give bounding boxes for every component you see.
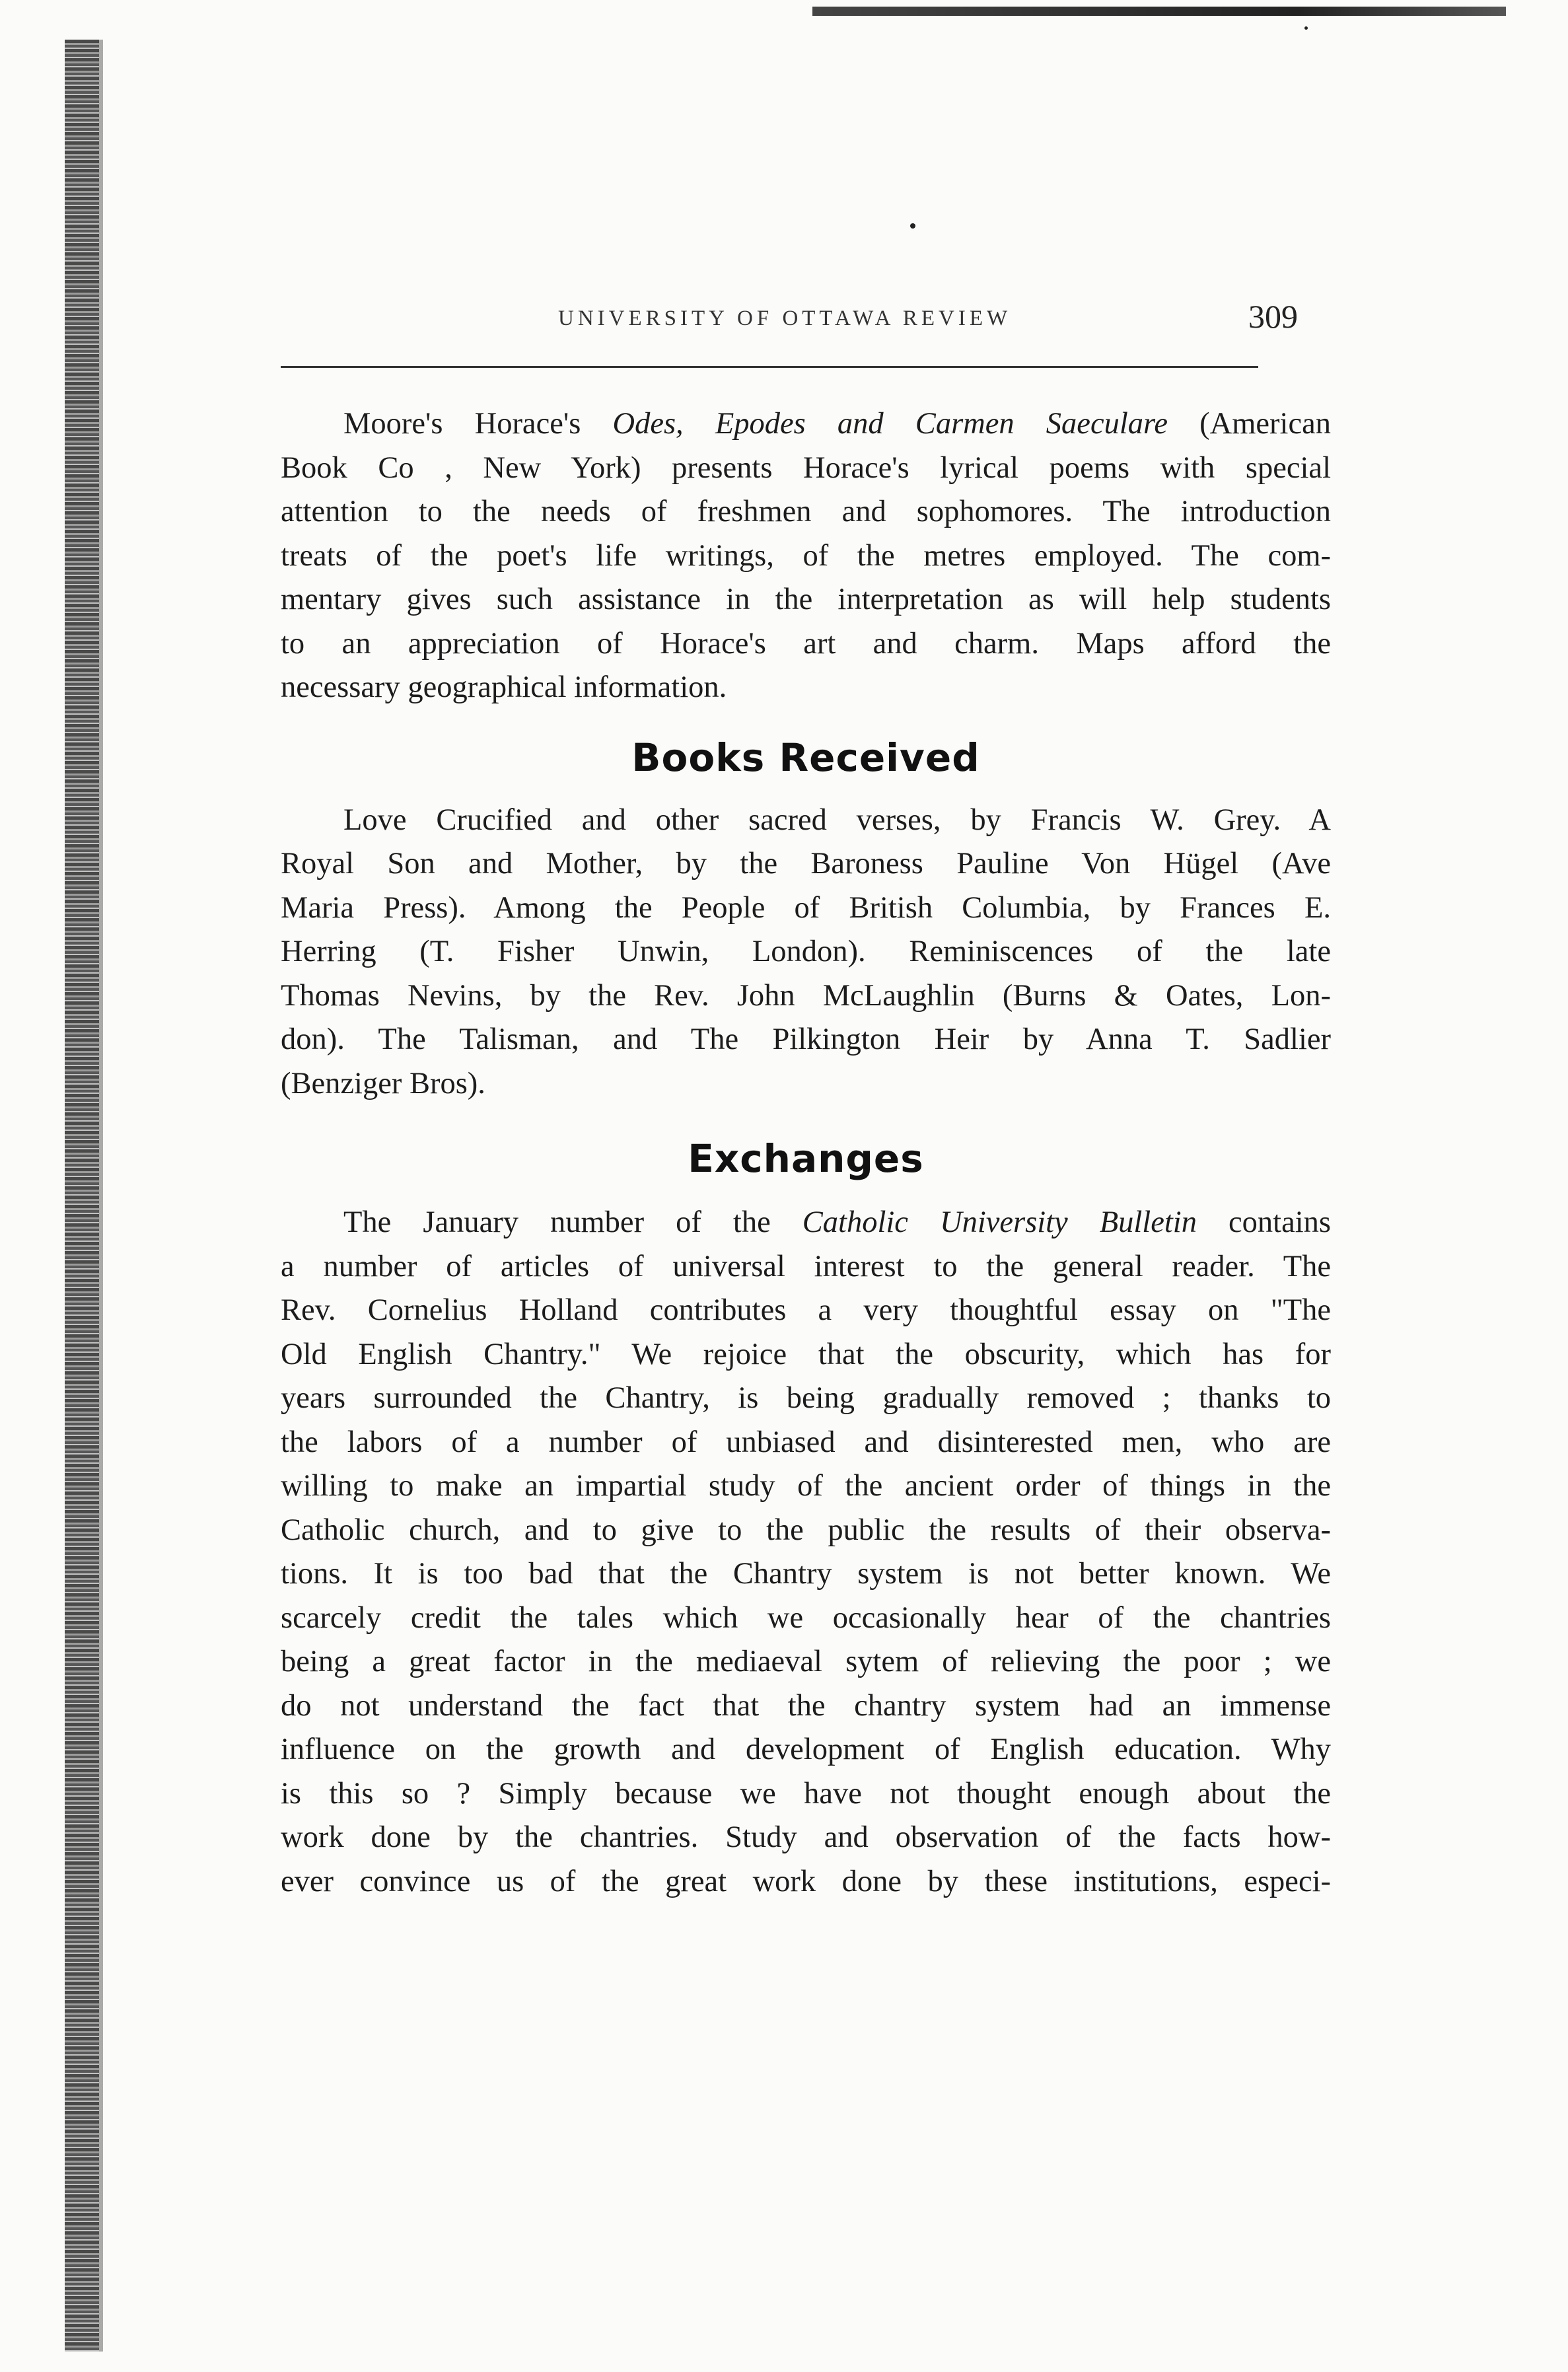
- scan-edge-rule: [812, 7, 1506, 16]
- text-line: mentary gives such assistance in the interpretation as will help students: [281, 583, 1331, 616]
- text-line: Old English Chantry." We rejoice that the obscurity, which has for: [281, 1337, 1331, 1371]
- text-line: don). The Talisman, and The Pilkington Heir by Anna T. Sadlier: [281, 1023, 1331, 1056]
- text-run: contains: [1196, 1205, 1331, 1239]
- text-line: to an appreciation of Horace's art and charm. Maps afford the: [281, 626, 1331, 661]
- text-line: Catholic church, and to give to the public the results of their observa-: [281, 1513, 1331, 1547]
- text-run: The January number of the: [343, 1205, 802, 1239]
- text-line: Thomas Nevins, by the Rev. John McLaughlin (Burns & Oates, Lon-: [281, 978, 1331, 1013]
- gutter-shadow: [99, 40, 103, 2352]
- text-line: is this so ? Simply because we have not thought enough about the: [281, 1776, 1331, 1811]
- page-content: [281, 291, 1331, 1904]
- text-line: [281, 402, 1331, 447]
- text-line: necessary geographical information.: [281, 670, 727, 704]
- text-line: [281, 1201, 1331, 1245]
- text-line: attention to the needs of freshmen and sophomores. The introduction: [281, 495, 1331, 528]
- section-heading-books-received: Books Received: [631, 735, 980, 780]
- text-line: (Benziger Bros).: [281, 1066, 485, 1100]
- text-line: scarcely credit the tales which we occasionally hear of the chantries: [281, 1600, 1331, 1635]
- text-line: being a great factor in the mediaeval sytem of relieving the poor ; we: [281, 1645, 1331, 1678]
- text-line: willing to make an impartial study of the ancient order of things in the: [281, 1469, 1331, 1503]
- text-line: Love Crucified and other sacred verses, by Francis W. Grey. A: [343, 803, 1331, 837]
- text-run: Moore's Horace's: [343, 407, 613, 441]
- text-line: years surrounded the Chantry, is being gradually removed ; thanks to: [281, 1381, 1331, 1415]
- review-paragraph: [281, 402, 1331, 710]
- running-header: [281, 291, 1331, 343]
- text-line: treats of the poet's life writings, of the metres employed. The com-: [281, 538, 1331, 573]
- text-line: Royal Son and Mother, by the Baroness Pauline Von Hügel (Ave: [281, 847, 1331, 881]
- books-received-paragraph: [281, 799, 1331, 1106]
- text-line: a number of articles of universal interest to the general reader. The: [281, 1249, 1331, 1283]
- header-rule: [281, 366, 1258, 368]
- text-line: Rev. Cornelius Holland contributes a very thoughtful essay on "The: [281, 1293, 1331, 1327]
- text-line: Herring (T. Fisher Unwin, London). Reminiscences of the late: [281, 935, 1331, 968]
- text-line: work done by the chantries. Study and observation of the facts how-: [281, 1820, 1331, 1854]
- page-number: 309: [1248, 298, 1298, 335]
- text-line: Maria Press). Among the People of British Columbia, by Frances E.: [281, 890, 1331, 925]
- text-line: Book Co , New York) presents Horace's lyrical poems with special: [281, 450, 1331, 485]
- ink-speck: [1304, 26, 1308, 30]
- ink-speck: [910, 223, 915, 229]
- text-line: influence on the growth and development of English education. Why: [281, 1733, 1331, 1766]
- text-line: the labors of a number of unbiased and disinterested men, who are: [281, 1425, 1331, 1459]
- text-line: ever convince us of the great work done by these institutions, especi-: [281, 1864, 1331, 1898]
- section-heading-exchanges: Exchanges: [688, 1136, 924, 1181]
- book-title: Odes, Epodes and Carmen Saeculare: [612, 407, 1168, 441]
- running-title: UNIVERSITY OF OTTAWA REVIEW: [558, 306, 1012, 330]
- text-run: (American: [1168, 407, 1331, 441]
- text-line: tions. It is too bad that the Chantry system is not better known. We: [281, 1557, 1331, 1591]
- text-line: do not understand the fact that the chantry system had an immense: [281, 1688, 1331, 1723]
- book-spine-edge: [65, 40, 99, 2352]
- exchanges-paragraph: [281, 1201, 1331, 1904]
- publication-title: Catholic University Bulletin: [802, 1205, 1197, 1239]
